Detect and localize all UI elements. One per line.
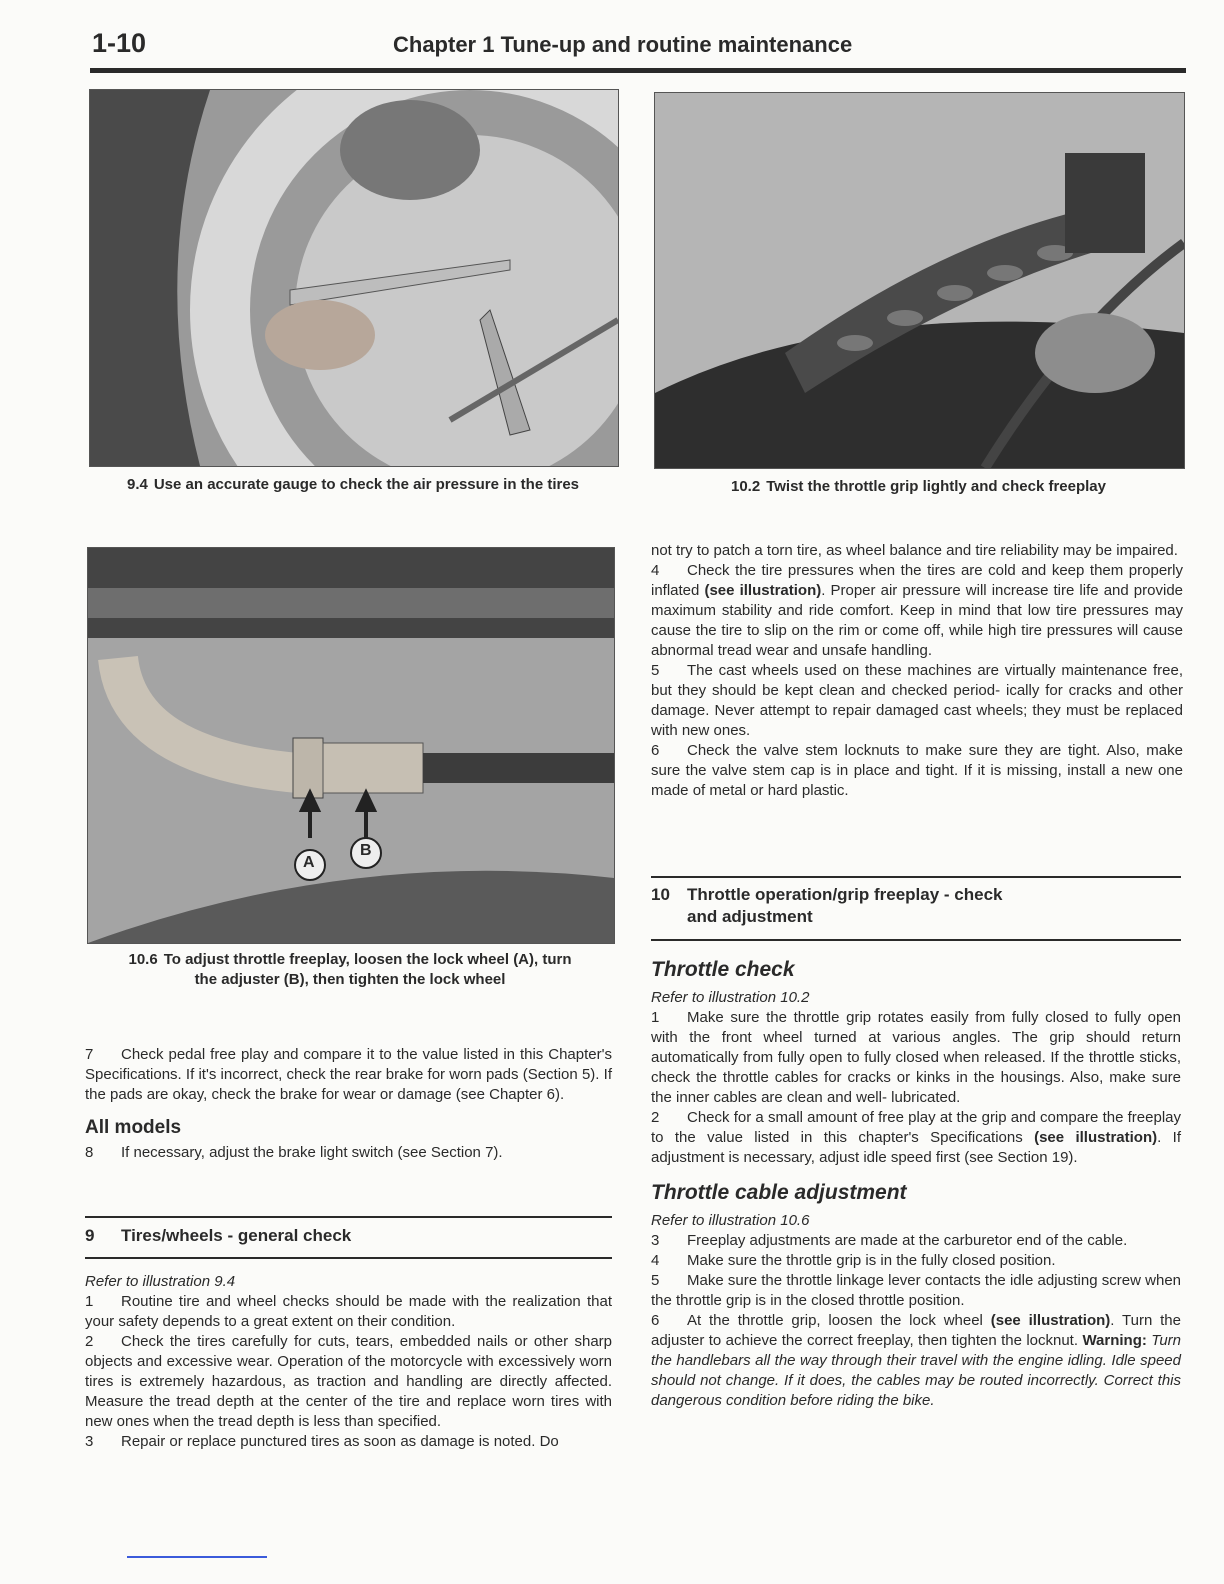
section-9-body	[85, 1272, 612, 1452]
photo-throttle-adjuster	[87, 547, 615, 944]
photo-tire-gauge	[89, 89, 619, 467]
para-text: . Turn the adjuster to achieve the correct freeplay, then tighten the locknut.	[651, 1312, 1181, 1349]
paragraph-9-1	[85, 1292, 612, 1332]
paragraph-10-4	[651, 1251, 1181, 1271]
warning-text: Turn the handlebars all the way through their travel with the engine idling. Idle speed should not change. If it does, the cables may be routed incorrectly. Correct this dangerous condition before riding the bike.	[651, 1332, 1182, 1409]
cable-adjustment-ref: Refer to illustration 10.6	[651, 1212, 810, 1229]
right-column-bottom	[651, 955, 1181, 1411]
para-number: 2	[85, 1333, 94, 1350]
see-illustration-link[interactable]: (see illustration)	[990, 1312, 1111, 1329]
label-b: B	[360, 842, 372, 859]
para-number: 8	[85, 1144, 94, 1161]
caption-line-2: the adjuster (B), then tighten the lock wheel	[194, 971, 506, 988]
section-9-ref: Refer to illustration 9.4	[85, 1273, 236, 1290]
para-text: Check pedal free play and compare it to the value listed in this Chapter's Specifications. If it's incorrect, check the rear brake for worn pads (Section 5). If the pads are okay, check the brake for wear or damage (see Chapter 6).	[85, 1046, 612, 1103]
para-text: Repair or replace punctured tires as soon as damage is noted. Do	[121, 1433, 559, 1450]
section-number: 10	[651, 885, 670, 904]
right-column-top	[651, 541, 1183, 801]
section-10-heading	[651, 884, 1003, 928]
paragraph-9-3-cont: not try to patch a torn tire, as wheel balance and tire reliability may be impaired.	[651, 542, 1178, 559]
fig-number: 9.4	[126, 476, 148, 493]
para-number: 2	[651, 1109, 660, 1126]
section-10-rule-top	[651, 876, 1181, 878]
para-text: Freeplay adjustments are made at the carburetor end of the cable.	[687, 1232, 1128, 1249]
cable-adjustment-heading: Throttle cable adjustment	[651, 1181, 907, 1204]
para-text: The cast wheels used on these machines are virtually maintenance free, but they should be kept clean and checked period- ically for cracks and other damage. Never attempt to repair damaged cast wheels; they must be replaced with new ones.	[651, 662, 1183, 739]
para-text: Check the tires carefully for cuts, tears, embedded nails or other sharp objects and excessive wear. Operation of the motorcycle with excessively worn tires is extremely hazardous, as traction and handling are directly affected. Measure the tread depth at the center of the tire and replace worn tires with new ones when the tread depth is less than specified.	[85, 1333, 612, 1430]
para-text: Make sure the throttle grip rotates easily from fully closed to fully open with the front wheel turned at various angles. The grip should return automatically from fully open to fully closed when released. If the throttle sticks, check the throttle cables for cracks or kinks in the housings. Also, make sure the inner cables are clean and well- lubricated.	[651, 1009, 1181, 1106]
label-a: A	[303, 854, 315, 871]
caption-9-4	[89, 475, 617, 495]
para-text: . If adjustment is necessary, adjust idle speed first (see Section 19).	[651, 1129, 1181, 1166]
para-text: Routine tire and wheel checks should be made with the realization that your safety depends to a great extent on their condition.	[85, 1293, 612, 1330]
section-10-rule-bottom	[651, 939, 1181, 941]
caption-10-2	[654, 477, 1183, 497]
left-column	[85, 1045, 612, 1163]
fig-caption-text: Twist the throttle grip lightly and check freeplay	[766, 478, 1106, 495]
para-number: 6	[651, 742, 660, 759]
page-number: 1-10	[92, 28, 147, 58]
para-text: Check the valve stem locknuts to make sure they are tight. Also, make sure the valve stem cap is in place and tight. If it is missing, install a new one made of metal or hard plastic.	[651, 742, 1183, 799]
throttle-check-ref: Refer to illustration 10.2	[651, 989, 810, 1006]
para-text: . Proper air pressure will increase tire life and provide maximum stability and ride comfort. Keep in mind that low tire pressures may cause the tire to slip on the rim or come off, while high tire pressures will cause abnormal tread wear and unsafe handling.	[651, 582, 1183, 659]
para-number: 7	[85, 1046, 94, 1063]
para-number: 3	[85, 1433, 94, 1450]
see-illustration-link[interactable]: (see illustration)	[704, 582, 822, 599]
paragraph-10-6	[651, 1311, 1181, 1411]
section-9-heading	[85, 1225, 351, 1247]
para-number: 4	[651, 562, 660, 579]
warning-label: Warning:	[1082, 1332, 1147, 1349]
fig-caption-text: Use an accurate gauge to check the air pressure in the tires	[153, 476, 580, 493]
para-text: Check for a small amount of free play at the grip and compare the freeplay to the value listed in this chapter's Specifications	[651, 1109, 1181, 1146]
all-models-heading: All models	[85, 1117, 182, 1138]
section-9-rule-top	[85, 1216, 612, 1218]
para-number: 4	[651, 1252, 660, 1269]
caption-10-6	[87, 950, 613, 990]
section-title-line-1: Throttle operation/grip freeplay - check	[687, 885, 1003, 904]
throttle-check-heading: Throttle check	[651, 958, 795, 981]
paragraph-9-4	[651, 561, 1183, 661]
section-9-rule-bottom	[85, 1257, 612, 1259]
paragraph-10-5	[651, 1271, 1181, 1311]
fig-number: 10.2	[731, 478, 761, 495]
section-title-line-2: and adjustment	[687, 907, 813, 926]
para-text: Make sure the throttle grip is in the fully closed position.	[687, 1252, 1056, 1269]
para-number: 5	[651, 662, 660, 679]
photo-throttle-grip	[654, 92, 1185, 469]
para-text: Make sure the throttle linkage lever contacts the idle adjusting screw when the throttle grip is in the closed throttle position.	[651, 1272, 1181, 1309]
para-number: 5	[651, 1272, 660, 1289]
fig-caption-text: To adjust throttle freeplay, loosen the lock wheel (A), turn	[163, 951, 572, 968]
header-rule	[90, 68, 1186, 73]
paragraph-9-6	[651, 741, 1183, 801]
section-number: 9	[85, 1226, 95, 1245]
para-text: If necessary, adjust the brake light switch (see Section 7).	[121, 1144, 503, 1161]
paragraph-8	[85, 1143, 612, 1163]
paragraph-7	[85, 1045, 612, 1105]
para-text: At the throttle grip, loosen the lock wheel	[687, 1312, 991, 1329]
section-title: Tires/wheels - general check	[121, 1226, 352, 1245]
fig-number: 10.6	[128, 951, 158, 968]
para-text: Check the tire pressures when the tires are cold and keep them properly inflated	[651, 562, 1183, 599]
footer-link-underline	[127, 1556, 267, 1558]
para-number: 6	[651, 1312, 660, 1329]
chapter-title: Chapter 1 Tune-up and routine maintenance	[393, 32, 853, 57]
para-number: 1	[85, 1293, 94, 1310]
caption-line-1	[87, 950, 613, 970]
paragraph-9-2	[85, 1332, 612, 1432]
paragraph-9-5	[651, 661, 1183, 741]
para-number: 3	[651, 1232, 660, 1249]
see-illustration-link[interactable]: (see illustration)	[1034, 1129, 1158, 1146]
paragraph-9-3	[85, 1432, 612, 1452]
paragraph-10-3	[651, 1231, 1181, 1251]
paragraph-10-2	[651, 1108, 1181, 1168]
paragraph-10-1	[651, 1008, 1181, 1108]
para-number: 1	[651, 1009, 660, 1026]
